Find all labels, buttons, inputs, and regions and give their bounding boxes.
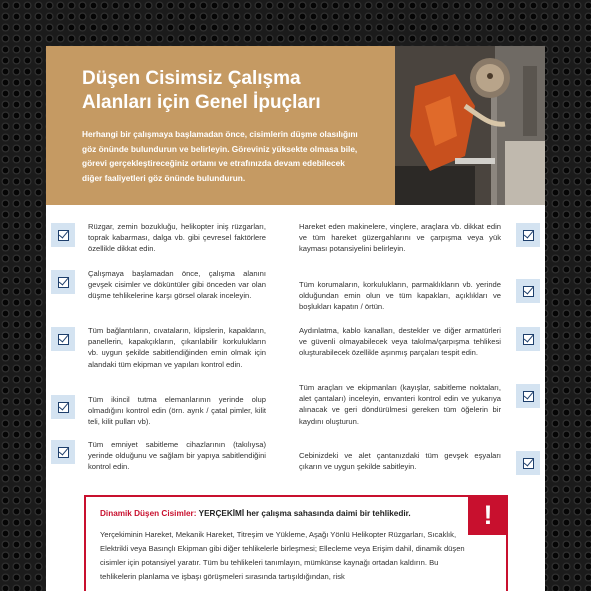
header-panel bbox=[46, 46, 395, 205]
alert-headline: YERÇEKİMİ her çalışma sahasında daimi bir tehlikedir. bbox=[198, 509, 411, 518]
list-item-left-3: Tüm bağlantıların, cıvataların, klipslerin, kapakların, panellerin, kapakçıkların, çıkarılabilir korkulukların vb. uygun şekilde sabitlendiğinden emin olmak için alandaki tüm ekipman ve yapıları kontrol edin. bbox=[88, 326, 266, 369]
title-line-1: Düşen Cisimsiz Çalışma bbox=[82, 68, 301, 89]
list-item-right-3: Aydınlatma, kablo kanalları, destekler ve diğer armatürleri ve güvenli olmayabilecek veya takılma/çarpışma tehlikesi oluşturabilecek özellikle aşınmış parçaları tespit edin. bbox=[299, 326, 501, 358]
check-icon bbox=[58, 447, 69, 458]
checkbox-right-4[interactable] bbox=[516, 384, 540, 408]
check-icon bbox=[523, 334, 534, 345]
checkbox-right-1[interactable] bbox=[516, 223, 540, 247]
list-item-right-2: Tüm korumaların, korkulukların, parmaklıkların vb. yerinde olduğundan emin olun ve tüm kapakları, açıklıkları ve boşlukları kapatın / örtün. bbox=[299, 280, 501, 312]
check-icon bbox=[58, 277, 69, 288]
intro-text: Herhangi bir çalışmaya başlamadan önce, cisimlerin düşme olasılığını göz önünde bulundurun ve belirleyin. Göreviniz yüksekte olmasa bile, görevi gerçekleştireceğiniz ortamı ve etrafınızda devam edebilecek diğer faaliyetleri göz önünde bulundurun. bbox=[82, 129, 358, 183]
checkbox-right-5[interactable] bbox=[516, 451, 540, 475]
checkbox-left-2[interactable] bbox=[51, 270, 75, 294]
list-item-right-5: Cebinizdeki ve alet çantanızdaki tüm gevşek eşyaları çıkarın ve uygun şekilde sabitleyin. bbox=[299, 451, 501, 472]
check-icon bbox=[58, 230, 69, 241]
worker-photo bbox=[395, 46, 545, 205]
divider-band bbox=[46, 205, 545, 218]
checkbox-left-3[interactable] bbox=[51, 327, 75, 351]
checkbox-left-4[interactable] bbox=[51, 395, 75, 419]
worker-photo-illustration bbox=[395, 46, 545, 205]
check-icon bbox=[58, 402, 69, 413]
alert-title bbox=[100, 509, 430, 518]
page-title bbox=[82, 67, 382, 115]
check-icon bbox=[523, 458, 534, 469]
alert-lead: Dinamik Düşen Cisimler: bbox=[100, 509, 197, 518]
alert-body: Yerçekiminin Hareket, Mekanik Hareket, Titreşim ve Yükleme, Aşağı Yönlü Helikopter Rüzgarları, Sıcaklık, Elektrikli veya Basınçlı Ekipman gibi diğer tehlikelerle birleşmesi; Ellecleme veya Erişim dahil, dinamik düşen cisimler için potansiyel yaratır. Tüm bu tehlikeleri tanımlayın, mümkünse kaynağı ortadan kaldırın. Bu tehlikelerin planlama ve işbaşı görüşmeleri sırasında tartışıldığından, risk bbox=[100, 530, 465, 581]
checkbox-left-1[interactable] bbox=[51, 223, 75, 247]
check-icon bbox=[523, 230, 534, 241]
checkbox-right-3[interactable] bbox=[516, 327, 540, 351]
checkbox-right-2[interactable] bbox=[516, 279, 540, 303]
check-icon bbox=[523, 286, 534, 297]
list-item-right-4: Tüm araçları ve ekipmanları (kayışlar, sabitleme noktaları, alet çantaları) inceleyin, envanteri kontrol edin ve yukarıya alınacak ve geri döndürülmesi gereken tüm öğelerin bir kaydını oluşturun. bbox=[299, 383, 501, 426]
check-icon bbox=[58, 334, 69, 345]
list-item-left-4: Tüm ikincil tutma elemanlarının yerinde olup olmadığını kontrol edin (örn. ayrık / çatal pimler, kilit teli, kilit pulları vb). bbox=[88, 395, 266, 427]
safety-sheet bbox=[46, 46, 545, 591]
list-item-right-1: Hareket eden makinelere, vinçlere, araçlara vb. dikkat edin ve tüm hareket güzergahlarını ve çarpışma veya yük kayması potansiyelini belirleyin. bbox=[299, 222, 501, 254]
exclamation-icon: ! bbox=[468, 495, 508, 535]
hazard-alert-box bbox=[84, 495, 508, 591]
list-item-left-5: Tüm emniyet sabitleme cihazlarının (takılıysa) yerinde olduğunu ve sağlam bir yapıya sabitlendiğini kontrol edin. bbox=[88, 440, 266, 472]
checkbox-left-5[interactable] bbox=[51, 440, 75, 464]
check-icon bbox=[523, 391, 534, 402]
title-line-2: Alanları için Genel İpuçları bbox=[82, 92, 321, 113]
list-item-left-1: Rüzgar, zemin bozukluğu, helikopter iniş rüzgarları, toprak kabarması, dalga vb. gibi çevresel faktörlere özellikle dikkat edin. bbox=[88, 222, 266, 254]
list-item-left-2: Çalışmaya başlamadan önce, çalışma alanını gevşek cisimler ve döküntüler gibi önceden var olan düşme tehlikelerine karşı görsel olarak inceleyin. bbox=[88, 269, 266, 301]
